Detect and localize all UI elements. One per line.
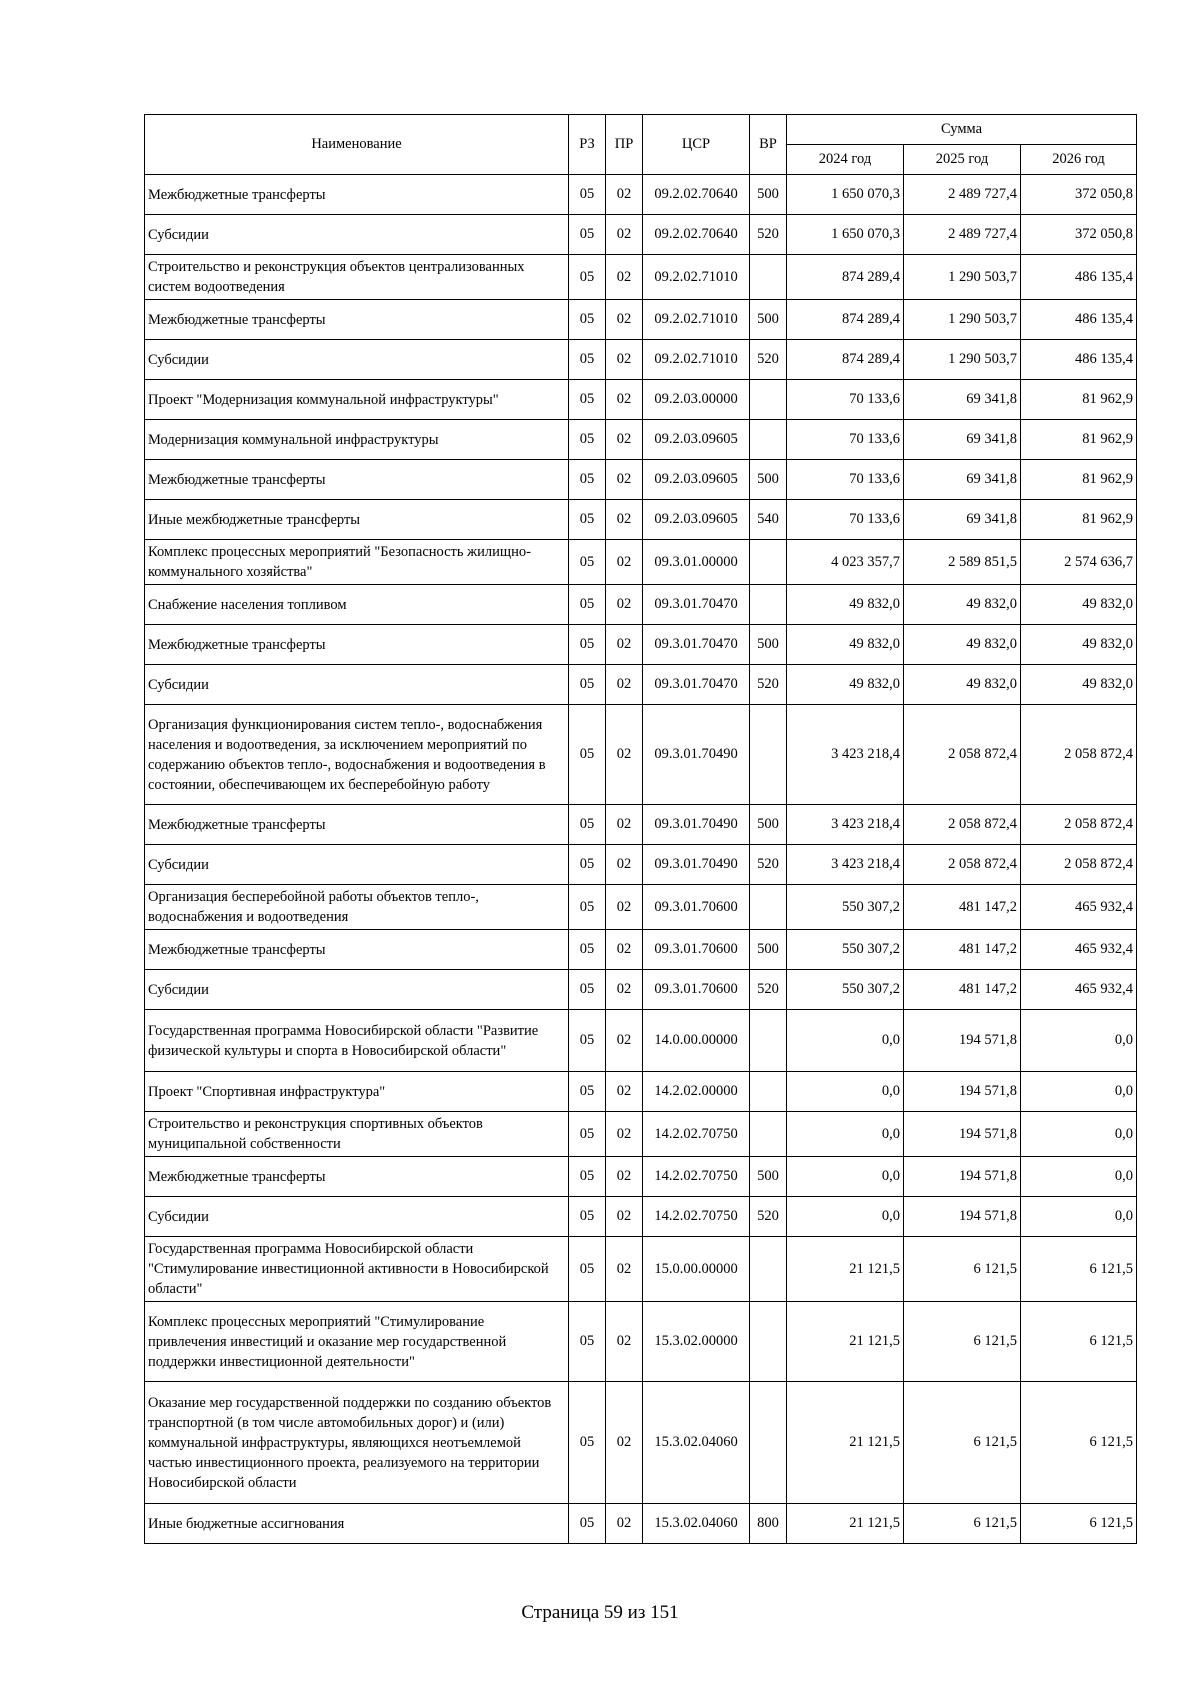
cell-rz: 05 [569, 300, 606, 340]
cell-rz: 05 [569, 930, 606, 970]
header-sum: Сумма [787, 115, 1137, 145]
cell-rz: 05 [569, 585, 606, 625]
cell-pr: 02 [606, 175, 643, 215]
cell-2026: 465 932,4 [1021, 930, 1137, 970]
cell-2024: 550 307,2 [787, 885, 904, 930]
cell-2026: 465 932,4 [1021, 885, 1137, 930]
header-year-2026: 2026 год [1021, 145, 1137, 175]
cell-2026: 372 050,8 [1021, 215, 1137, 255]
cell-2024: 70 133,6 [787, 460, 904, 500]
table-row [145, 540, 1137, 585]
cell-name: Межбюджетные трансферты [145, 300, 569, 340]
cell-name: Строительство и реконструкция спортивных объектов муниципальной собственности [145, 1112, 569, 1157]
cell-2025: 6 121,5 [904, 1237, 1021, 1302]
cell-2026: 0,0 [1021, 1072, 1137, 1112]
cell-2025: 69 341,8 [904, 420, 1021, 460]
cell-vr [750, 1237, 787, 1302]
cell-2025: 49 832,0 [904, 585, 1021, 625]
cell-2026: 6 121,5 [1021, 1237, 1137, 1302]
table-row [145, 500, 1137, 540]
cell-vr [750, 380, 787, 420]
cell-2025: 6 121,5 [904, 1302, 1021, 1382]
cell-2026: 6 121,5 [1021, 1504, 1137, 1544]
cell-2024: 0,0 [787, 1010, 904, 1072]
budget-table [144, 114, 1137, 1544]
cell-2025: 1 290 503,7 [904, 255, 1021, 300]
table-row [145, 1010, 1137, 1072]
table-row [145, 1112, 1137, 1157]
cell-csr: 15.0.00.00000 [643, 1237, 750, 1302]
table-row [145, 1157, 1137, 1197]
cell-name: Проект "Спортивная инфраструктура" [145, 1072, 569, 1112]
cell-name: Субсидии [145, 970, 569, 1010]
cell-csr: 09.2.03.09605 [643, 420, 750, 460]
cell-name: Снабжение населения топливом [145, 585, 569, 625]
cell-2026: 49 832,0 [1021, 625, 1137, 665]
cell-csr: 09.2.02.71010 [643, 340, 750, 380]
table-row [145, 1382, 1137, 1504]
cell-2025: 194 571,8 [904, 1157, 1021, 1197]
cell-csr: 09.2.02.70640 [643, 175, 750, 215]
cell-2024: 70 133,6 [787, 420, 904, 460]
cell-2025: 481 147,2 [904, 970, 1021, 1010]
cell-vr: 800 [750, 1504, 787, 1544]
cell-rz: 05 [569, 1504, 606, 1544]
cell-pr: 02 [606, 420, 643, 460]
cell-2025: 1 290 503,7 [904, 340, 1021, 380]
cell-2024: 874 289,4 [787, 340, 904, 380]
cell-2025: 2 058 872,4 [904, 705, 1021, 805]
header-year-2024: 2024 год [787, 145, 904, 175]
cell-2025: 194 571,8 [904, 1197, 1021, 1237]
cell-rz: 05 [569, 420, 606, 460]
cell-2024: 3 423 218,4 [787, 705, 904, 805]
cell-csr: 09.2.02.71010 [643, 300, 750, 340]
cell-csr: 14.2.02.70750 [643, 1197, 750, 1237]
cell-2025: 49 832,0 [904, 665, 1021, 705]
cell-2026: 372 050,8 [1021, 175, 1137, 215]
cell-name: Субсидии [145, 665, 569, 705]
cell-2025: 69 341,8 [904, 380, 1021, 420]
cell-csr: 14.2.02.00000 [643, 1072, 750, 1112]
cell-2026: 2 574 636,7 [1021, 540, 1137, 585]
header-vr: ВР [750, 115, 787, 175]
cell-rz: 05 [569, 805, 606, 845]
header-pr: ПР [606, 115, 643, 175]
cell-2025: 481 147,2 [904, 885, 1021, 930]
cell-vr: 520 [750, 340, 787, 380]
table-row [145, 1237, 1137, 1302]
table-row [145, 845, 1137, 885]
cell-name: Комплекс процессных мероприятий "Безопасность жилищно-коммунального хозяйства" [145, 540, 569, 585]
cell-2024: 21 121,5 [787, 1237, 904, 1302]
table-row [145, 705, 1137, 805]
cell-2024: 70 133,6 [787, 380, 904, 420]
cell-2024: 0,0 [787, 1072, 904, 1112]
cell-csr: 14.2.02.70750 [643, 1112, 750, 1157]
cell-2026: 0,0 [1021, 1112, 1137, 1157]
cell-rz: 05 [569, 665, 606, 705]
cell-vr: 500 [750, 175, 787, 215]
cell-2026: 49 832,0 [1021, 665, 1137, 705]
cell-vr [750, 1072, 787, 1112]
cell-vr: 500 [750, 625, 787, 665]
table-row [145, 1504, 1137, 1544]
cell-vr [750, 420, 787, 460]
cell-csr: 09.3.01.00000 [643, 540, 750, 585]
cell-2025: 481 147,2 [904, 930, 1021, 970]
cell-2025: 194 571,8 [904, 1112, 1021, 1157]
cell-pr: 02 [606, 1504, 643, 1544]
cell-2024: 874 289,4 [787, 255, 904, 300]
cell-csr: 09.2.02.70640 [643, 215, 750, 255]
cell-vr: 500 [750, 300, 787, 340]
cell-name: Межбюджетные трансферты [145, 930, 569, 970]
cell-2024: 1 650 070,3 [787, 215, 904, 255]
cell-pr: 02 [606, 1072, 643, 1112]
cell-csr: 09.3.01.70600 [643, 885, 750, 930]
cell-pr: 02 [606, 1382, 643, 1504]
cell-vr [750, 255, 787, 300]
cell-vr: 500 [750, 805, 787, 845]
cell-rz: 05 [569, 380, 606, 420]
cell-vr: 540 [750, 500, 787, 540]
cell-rz: 05 [569, 460, 606, 500]
cell-name: Межбюджетные трансферты [145, 1157, 569, 1197]
cell-pr: 02 [606, 1010, 643, 1072]
cell-2024: 0,0 [787, 1112, 904, 1157]
table-header [145, 115, 1137, 175]
cell-vr [750, 1302, 787, 1382]
table-row [145, 300, 1137, 340]
cell-rz: 05 [569, 1237, 606, 1302]
cell-name: Организация бесперебойной работы объектов тепло-, водоснабжения и водоотведения [145, 885, 569, 930]
cell-2026: 81 962,9 [1021, 380, 1137, 420]
table-row [145, 380, 1137, 420]
cell-pr: 02 [606, 255, 643, 300]
cell-2025: 49 832,0 [904, 625, 1021, 665]
table-row [145, 625, 1137, 665]
cell-vr: 520 [750, 1197, 787, 1237]
cell-pr: 02 [606, 340, 643, 380]
cell-2024: 49 832,0 [787, 665, 904, 705]
cell-2025: 2 489 727,4 [904, 215, 1021, 255]
cell-pr: 02 [606, 705, 643, 805]
cell-vr [750, 885, 787, 930]
cell-2025: 2 589 851,5 [904, 540, 1021, 585]
cell-2025: 194 571,8 [904, 1010, 1021, 1072]
cell-2026: 486 135,4 [1021, 340, 1137, 380]
cell-rz: 05 [569, 175, 606, 215]
cell-name: Государственная программа Новосибирской области "Развитие физической культуры и спорта в Новосибирской области" [145, 1010, 569, 1072]
table-row [145, 1197, 1137, 1237]
cell-vr [750, 1010, 787, 1072]
table-row [145, 215, 1137, 255]
cell-pr: 02 [606, 625, 643, 665]
cell-vr: 500 [750, 1157, 787, 1197]
cell-csr: 14.2.02.70750 [643, 1157, 750, 1197]
cell-vr: 500 [750, 460, 787, 500]
table-row [145, 970, 1137, 1010]
cell-2025: 194 571,8 [904, 1072, 1021, 1112]
cell-name: Межбюджетные трансферты [145, 175, 569, 215]
cell-2026: 81 962,9 [1021, 500, 1137, 540]
cell-vr: 520 [750, 970, 787, 1010]
table-row [145, 665, 1137, 705]
cell-2024: 21 121,5 [787, 1302, 904, 1382]
cell-name: Организация функционирования систем тепло-, водоснабжения населения и водоотведения, за исключением мероприятий по содержанию объектов тепло-, водоснабжения и водоотведения в состоянии, обеспечивающем их бесперебойную работу [145, 705, 569, 805]
cell-2025: 69 341,8 [904, 500, 1021, 540]
cell-pr: 02 [606, 460, 643, 500]
cell-rz: 05 [569, 1157, 606, 1197]
table-row [145, 885, 1137, 930]
cell-csr: 09.3.01.70470 [643, 585, 750, 625]
cell-rz: 05 [569, 970, 606, 1010]
cell-2024: 21 121,5 [787, 1504, 904, 1544]
table-row [145, 340, 1137, 380]
cell-2026: 6 121,5 [1021, 1302, 1137, 1382]
cell-pr: 02 [606, 665, 643, 705]
cell-name: Модернизация коммунальной инфраструктуры [145, 420, 569, 460]
cell-rz: 05 [569, 845, 606, 885]
cell-pr: 02 [606, 1302, 643, 1382]
cell-2024: 21 121,5 [787, 1382, 904, 1504]
cell-2026: 0,0 [1021, 1197, 1137, 1237]
cell-2026: 2 058 872,4 [1021, 805, 1137, 845]
cell-2026: 0,0 [1021, 1010, 1137, 1072]
cell-rz: 05 [569, 540, 606, 585]
cell-csr: 09.3.01.70470 [643, 665, 750, 705]
cell-2026: 2 058 872,4 [1021, 845, 1137, 885]
cell-2024: 4 023 357,7 [787, 540, 904, 585]
cell-pr: 02 [606, 300, 643, 340]
cell-pr: 02 [606, 930, 643, 970]
table-row [145, 420, 1137, 460]
cell-2025: 2 058 872,4 [904, 805, 1021, 845]
table-row [145, 1072, 1137, 1112]
cell-pr: 02 [606, 500, 643, 540]
cell-name: Иные бюджетные ассигнования [145, 1504, 569, 1544]
cell-vr: 500 [750, 930, 787, 970]
header-csr: ЦСР [643, 115, 750, 175]
cell-csr: 09.3.01.70490 [643, 845, 750, 885]
cell-rz: 05 [569, 1010, 606, 1072]
cell-vr [750, 585, 787, 625]
cell-name: Субсидии [145, 1197, 569, 1237]
table-row [145, 1302, 1137, 1382]
cell-pr: 02 [606, 1197, 643, 1237]
cell-name: Межбюджетные трансферты [145, 460, 569, 500]
cell-2026: 81 962,9 [1021, 420, 1137, 460]
cell-csr: 15.3.02.04060 [643, 1382, 750, 1504]
cell-vr [750, 1112, 787, 1157]
cell-pr: 02 [606, 1112, 643, 1157]
cell-rz: 05 [569, 255, 606, 300]
cell-2024: 550 307,2 [787, 930, 904, 970]
cell-rz: 05 [569, 500, 606, 540]
cell-2025: 6 121,5 [904, 1504, 1021, 1544]
cell-pr: 02 [606, 540, 643, 585]
cell-2024: 3 423 218,4 [787, 805, 904, 845]
cell-csr: 15.3.02.04060 [643, 1504, 750, 1544]
table-row [145, 930, 1137, 970]
table-row [145, 805, 1137, 845]
cell-rz: 05 [569, 215, 606, 255]
cell-pr: 02 [606, 585, 643, 625]
cell-csr: 09.3.01.70490 [643, 705, 750, 805]
cell-csr: 09.2.02.71010 [643, 255, 750, 300]
cell-name: Государственная программа Новосибирской области "Стимулирование инвестиционной активности в Новосибирской области" [145, 1237, 569, 1302]
cell-csr: 09.2.03.09605 [643, 460, 750, 500]
cell-2026: 2 058 872,4 [1021, 705, 1137, 805]
cell-pr: 02 [606, 805, 643, 845]
cell-name: Субсидии [145, 340, 569, 380]
cell-2026: 6 121,5 [1021, 1382, 1137, 1504]
cell-name: Межбюджетные трансферты [145, 625, 569, 665]
cell-2024: 874 289,4 [787, 300, 904, 340]
cell-pr: 02 [606, 380, 643, 420]
cell-2025: 2 489 727,4 [904, 175, 1021, 215]
table-row [145, 255, 1137, 300]
cell-2024: 550 307,2 [787, 970, 904, 1010]
table-row [145, 585, 1137, 625]
cell-pr: 02 [606, 970, 643, 1010]
cell-rz: 05 [569, 1112, 606, 1157]
cell-rz: 05 [569, 705, 606, 805]
cell-vr [750, 705, 787, 805]
cell-vr [750, 1382, 787, 1504]
cell-2026: 0,0 [1021, 1157, 1137, 1197]
cell-2024: 1 650 070,3 [787, 175, 904, 215]
cell-rz: 05 [569, 1197, 606, 1237]
header-name: Наименование [145, 115, 569, 175]
cell-2024: 70 133,6 [787, 500, 904, 540]
cell-csr: 09.3.01.70470 [643, 625, 750, 665]
cell-2024: 3 423 218,4 [787, 845, 904, 885]
cell-vr: 520 [750, 215, 787, 255]
cell-pr: 02 [606, 1237, 643, 1302]
cell-2024: 0,0 [787, 1157, 904, 1197]
cell-rz: 05 [569, 1382, 606, 1504]
cell-2025: 69 341,8 [904, 460, 1021, 500]
header-year-2025: 2025 год [904, 145, 1021, 175]
cell-name: Проект "Модернизация коммунальной инфраструктуры" [145, 380, 569, 420]
table-row [145, 175, 1137, 215]
cell-2026: 486 135,4 [1021, 255, 1137, 300]
cell-2026: 81 962,9 [1021, 460, 1137, 500]
cell-csr: 09.3.01.70490 [643, 805, 750, 845]
table-row [145, 460, 1137, 500]
cell-pr: 02 [606, 885, 643, 930]
header-rz: РЗ [569, 115, 606, 175]
cell-pr: 02 [606, 845, 643, 885]
cell-rz: 05 [569, 1302, 606, 1382]
cell-2026: 486 135,4 [1021, 300, 1137, 340]
cell-vr [750, 540, 787, 585]
cell-csr: 09.3.01.70600 [643, 930, 750, 970]
cell-2024: 49 832,0 [787, 585, 904, 625]
cell-2025: 2 058 872,4 [904, 845, 1021, 885]
cell-2025: 6 121,5 [904, 1382, 1021, 1504]
cell-2024: 0,0 [787, 1197, 904, 1237]
cell-name: Строительство и реконструкция объектов централизованных систем водоотведения [145, 255, 569, 300]
cell-csr: 09.3.01.70600 [643, 970, 750, 1010]
cell-rz: 05 [569, 885, 606, 930]
cell-pr: 02 [606, 215, 643, 255]
cell-csr: 14.0.00.00000 [643, 1010, 750, 1072]
cell-name: Субсидии [145, 215, 569, 255]
cell-csr: 15.3.02.00000 [643, 1302, 750, 1382]
cell-2025: 1 290 503,7 [904, 300, 1021, 340]
cell-2026: 465 932,4 [1021, 970, 1137, 1010]
cell-rz: 05 [569, 340, 606, 380]
cell-csr: 09.2.03.09605 [643, 500, 750, 540]
cell-name: Оказание мер государственной поддержки по созданию объектов транспортной (в том числе автомобильных дорог) и (или) коммунальной инфраструктуры, являющихся неотъемлемой частью инвестиционного проекта, реализуемого на территории Новосибирской области [145, 1382, 569, 1504]
cell-rz: 05 [569, 1072, 606, 1112]
cell-name: Комплекс процессных мероприятий "Стимулирование привлечения инвестиций и оказание мер государственной поддержки инвестиционной деятельности" [145, 1302, 569, 1382]
cell-2024: 49 832,0 [787, 625, 904, 665]
cell-vr: 520 [750, 665, 787, 705]
cell-2026: 49 832,0 [1021, 585, 1137, 625]
cell-vr: 520 [750, 845, 787, 885]
cell-rz: 05 [569, 625, 606, 665]
page-number: Страница 59 из 151 [521, 1602, 679, 1623]
cell-name: Субсидии [145, 845, 569, 885]
cell-name: Иные межбюджетные трансферты [145, 500, 569, 540]
cell-name: Межбюджетные трансферты [145, 805, 569, 845]
cell-pr: 02 [606, 1157, 643, 1197]
table-body [145, 175, 1137, 1544]
cell-csr: 09.2.03.00000 [643, 380, 750, 420]
